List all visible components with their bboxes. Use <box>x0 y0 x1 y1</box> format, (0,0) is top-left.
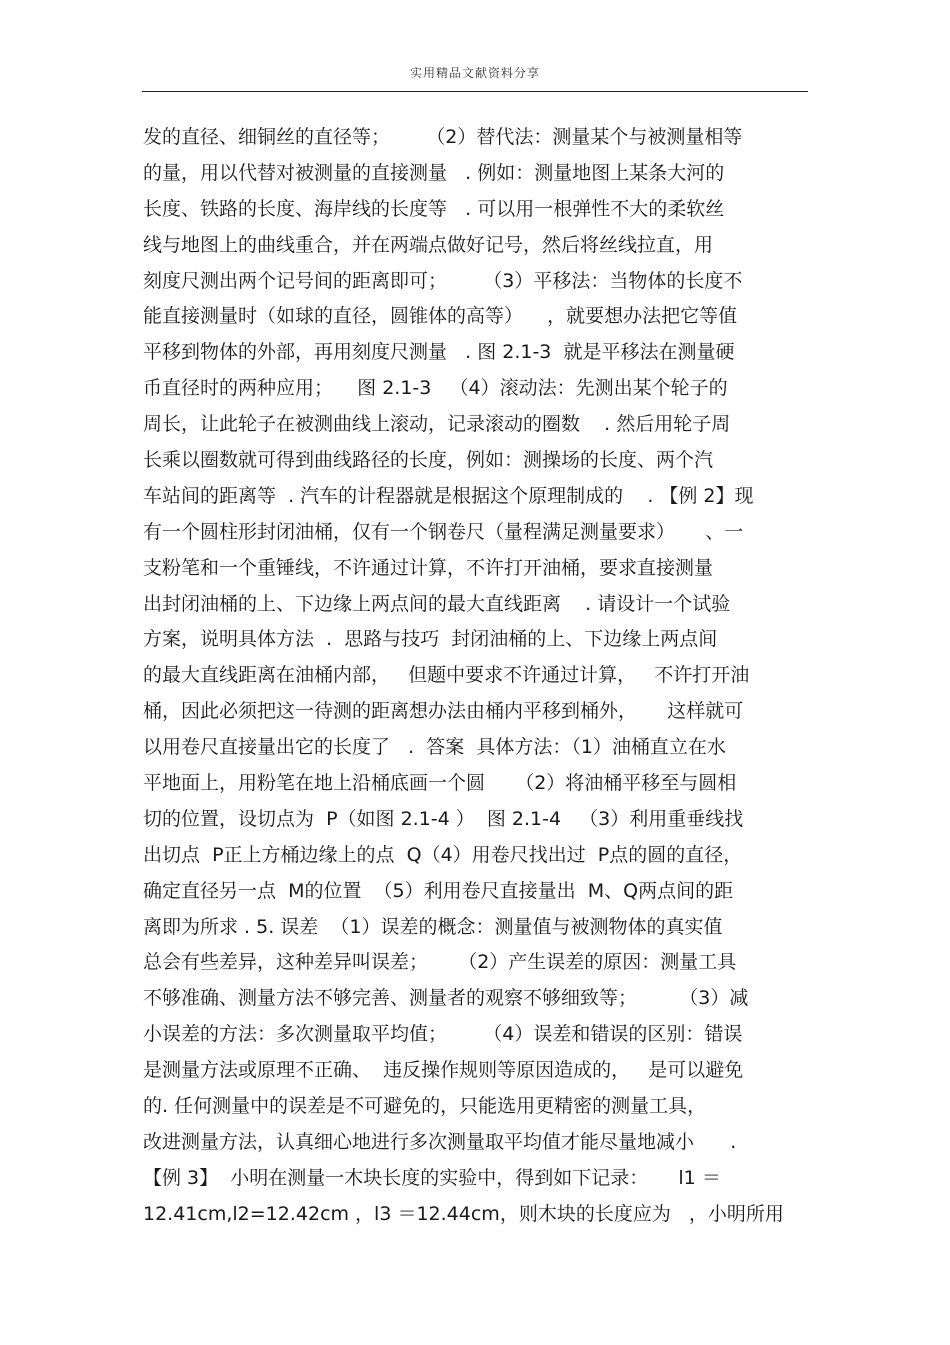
text-line: 长度、铁路的长度、海岸线的长度等 . 可以用一根弹性不大的柔软丝 <box>143 197 725 220</box>
text-line: 【例 3】 小明在测量一木块长度的实验中，得到如下记录： l1 ＝ <box>143 1166 721 1189</box>
text-line: 桶，因此必须把这一待测的距离想办法由桶内平移到桶外， 这样就可 <box>143 700 744 723</box>
text-line: 平地面上，用粉笔在地上沿桶底画一个圆 （2）将油桶平移至与圆相 <box>143 772 737 795</box>
text-line: 能直接测量时（如球的直径，圆锥体的高等） ，就要想办法把它等值 <box>143 305 738 328</box>
text-line: 刻度尺测出两个记号间的距离即可； （3）平移法：当物体的长度不 <box>143 269 743 292</box>
text-line: 是测量方法或原理不正确、 违反操作规则等原因造成的， 是可以避免 <box>143 1059 744 1082</box>
text-line: 周长，让此轮子在被测曲线上滚动，记录滚动的圈数 . 然后用轮子周 <box>143 413 731 436</box>
text-line: 确定直径另一点 M的位置 （5）利用卷尺直接量出 M、Q两点间的距 <box>143 879 734 902</box>
text-line: 方案，说明具体方法 . 思路与技巧 封闭油桶的上、下边缘上两点间 <box>143 628 718 651</box>
text-line: 线与地图上的曲线重合，并在两端点做好记号，然后将丝线拉直，用 <box>143 233 714 256</box>
text-line: 的. 任何测量中的误差是不可避免的，只能选用更精密的测量工具， <box>143 1095 707 1118</box>
text-line: 切的位置，设切点为 P（如图 2.1-4 ） 图 2.1-4 （3）利用重垂线找 <box>143 807 744 830</box>
text-line: 长乘以圈数就可得到曲线路径的长度，例如：测操场的长度、两个汽 <box>143 449 714 472</box>
text-line: 平移到物体的外部，再用刻度尺测量 . 图 2.1-3 就是平移法在测量硬 <box>143 341 735 364</box>
text-line: 有一个圆柱形封闭油桶，仅有一个钢卷尺（量程满足测量要求） 、一 <box>143 520 744 543</box>
text-line: 以用卷尺直接量出它的长度了 . 答案 具体方法：（1）油桶直立在水 <box>143 736 726 759</box>
header-divider <box>142 91 808 92</box>
text-line: 币直径时的两种应用； 图 2.1-3 （4）滚动法：先测出某个轮子的 <box>143 377 728 400</box>
text-line: 离即为所求 . 5. 误差 （1）误差的概念：测量值与被测物体的真实值 <box>143 915 723 938</box>
text-line: 车站间的距离等 . 汽车的计程器就是根据这个原理制成的 . 【例 2】现 <box>143 484 754 507</box>
text-line: 不够准确、测量方法不够完善、测量者的观察不够细致等； （3）减 <box>143 987 749 1010</box>
text-line: 的最大直线距离在油桶内部， 但题中要求不许通过计算， 不许打开油 <box>143 664 750 687</box>
running-header: 实用精品文献资料分享 <box>409 66 540 80</box>
text-line: 的量，用以代替对被测量的直接测量 . 例如：测量地图上某条大河的 <box>143 161 725 184</box>
text-line: 小误差的方法：多次测量取平均值； （4）误差和错误的区别：错误 <box>143 1023 743 1046</box>
text-line: 支粉笔和一个重锤线，不许通过计算，不许打开油桶，要求直接测量 <box>143 556 714 579</box>
body-text <box>143 120 808 1233</box>
text-line: 总会有些差异，这种差异叫误差； （2）产生误差的原因：测量工具 <box>143 951 737 974</box>
text-line: 改进测量方法，认真细心地进行多次测量取平均值才能尽量地减小 . <box>143 1130 737 1153</box>
text-line: 出切点 P正上方桶边缘上的点 Q（4）用卷尺找出过 P点的圆的直径， <box>143 843 743 866</box>
text-line: 发的直径、细铜丝的直径等； （2）替代法：测量某个与被测量相等 <box>143 126 743 148</box>
text-line: 出封闭油桶的上、下边缘上两点间的最大直线距离 . 请设计一个试验 <box>143 592 731 615</box>
text-line: 12.41cm,l2=12.42cm ，l3 ＝12.44cm，则木块的长度应为 ，小明所用 <box>143 1202 784 1225</box>
